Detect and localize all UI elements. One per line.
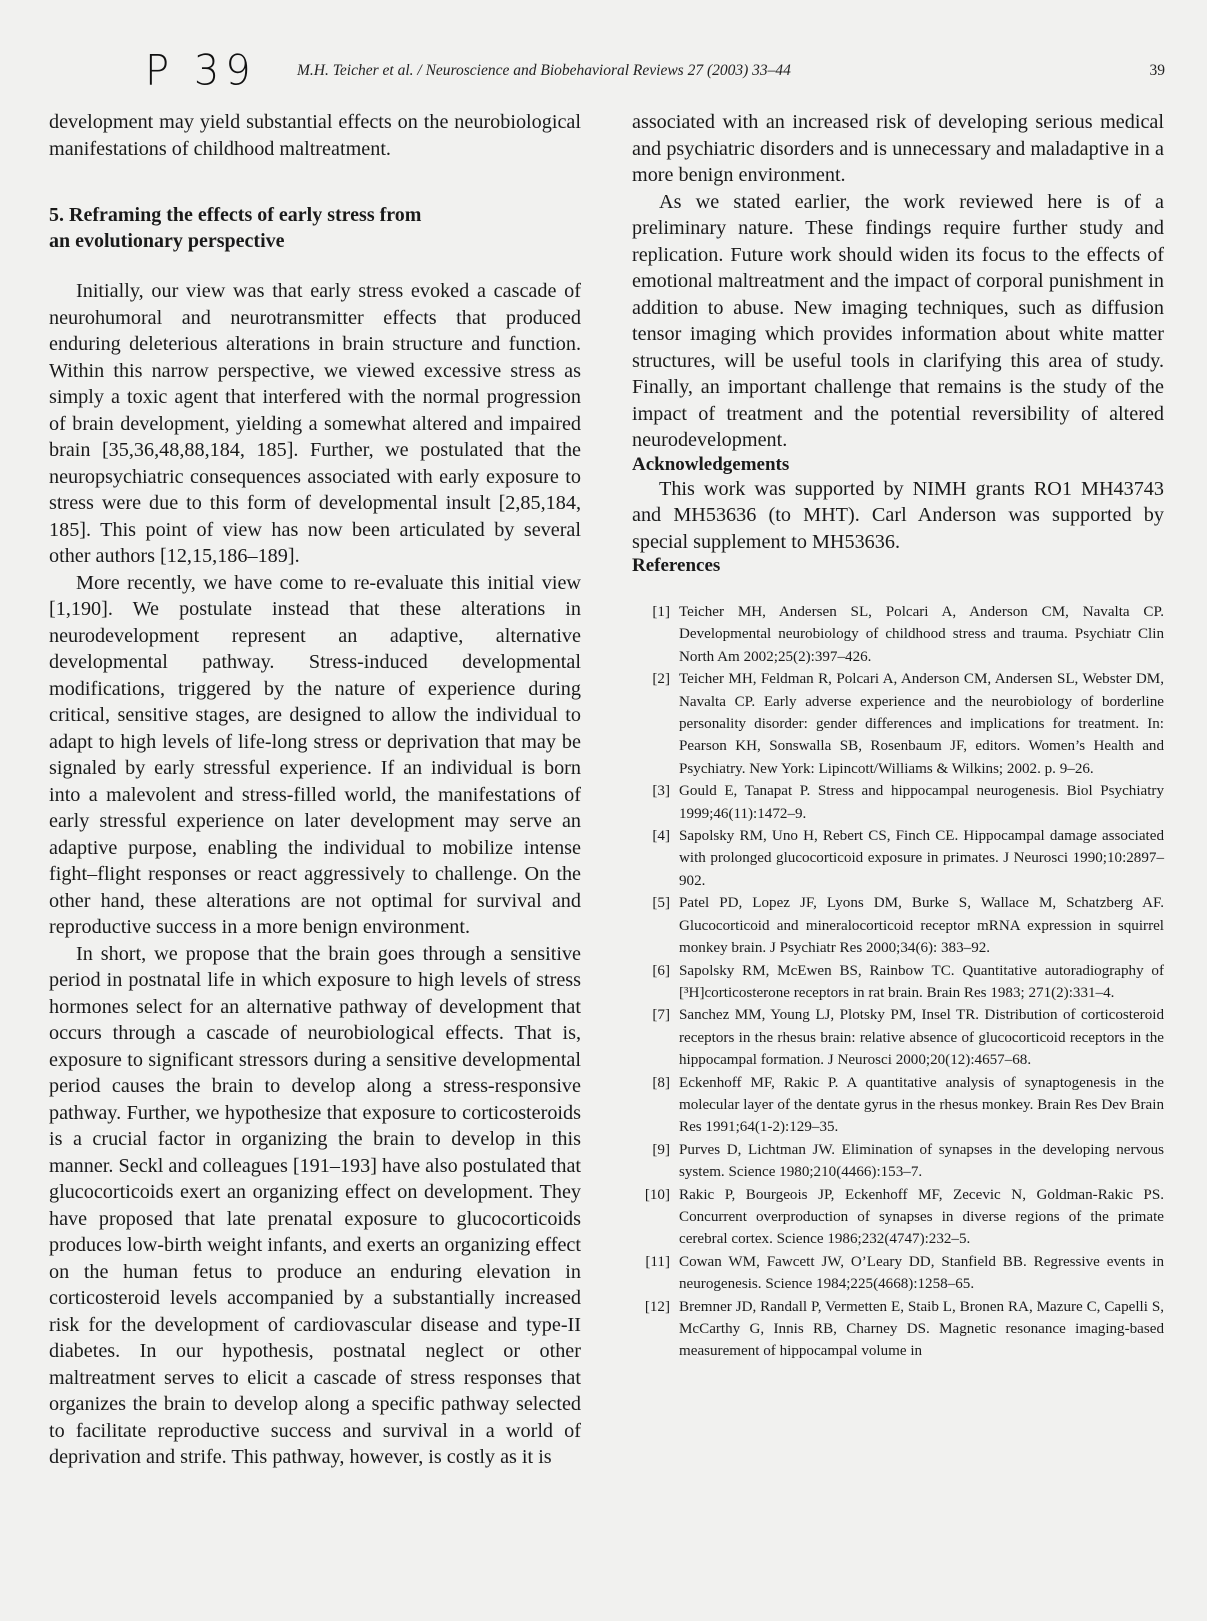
reference-item <box>632 1139 1164 1184</box>
reference-text: Sapolsky RM, McEwen BS, Rainbow TC. Quantitative autoradiography of [³H]corticosterone receptors in rat brain. Brain Res 1983; 271(2):331–4. <box>679 962 1164 1001</box>
reference-list <box>632 601 1164 1363</box>
references-heading: References <box>632 555 721 576</box>
paragraph: In short, we propose that the brain goes through a sensitive period in postnatal life in which exposure to high levels of stress hormones select for an alternative pathway of development that occurs through a cascade of neurobiological effects. That is, exposure to significant stressors during a sensitive developmental period causes the brain to develop along a stress-responsive pathway. Further, we hypothesize that exposure to corticosteroids is a crucial factor in organizing the brain to develop in this manner. Seckl and colleagues [191–193] have also postulated that glucocorticoids exert an organizing effect on development. They have proposed that late prenatal exposure to glucocorticoids produces low-birth weight infants, and exerts an organizing effect on the human fetus to produce an enduring elevation in corticosteroid levels accompanied by a substantially increased risk for the development of cardiovascular disease and type-II diabetes. In our hypothesis, postnatal neglect or other maltreatment serves to elicit a cascade of stress responses that organizes the brain to develop along a specific pathway selected to facilitate reproductive success and survival in a world of deprivation and strife. This pathway, however, is costly as it is <box>49 942 582 1468</box>
reference-text: Bremner JD, Randall P, Vermetten E, Staib L, Bronen RA, Mazure C, Capelli S, McCarthy G, Innis RB, Charney DS. Magnetic resonance imaging-based measurement of hippocampal volume in <box>679 1298 1164 1360</box>
reference-text: Cowan WM, Fawcett JW, O’Leary DD, Stanfield BB. Regressive events in neurogenesis. Science 1984;225(4668):1258–65. <box>679 1253 1164 1293</box>
reference-text: Rakic P, Bourgeois JP, Eckenhoff MF, Zecevic N, Goldman-Rakic PS. Concurrent overproduction of synapses in diverse regions of the primate cerebral cortex. Science 1986;232(4747):232–5. <box>679 1186 1164 1248</box>
reference-text: Purves D, Lichtman JW. Elimination of synapses in the developing nervous system. Science 1980;210(4466):153–7. <box>679 1141 1164 1181</box>
section-heading-line2: an evolutionary perspective <box>49 230 285 252</box>
reference-item <box>632 960 1164 1005</box>
reference-text: Eckenhoff MF, Rakic P. A quantitative analysis of synaptogenesis in the molecular layer of the dentate gyrus in the rhesus monkey. Brain Res Dev Brain Res 1991;64(1-2):129–35. <box>679 1074 1164 1136</box>
reference-text: Teicher MH, Feldman R, Polcari A, Anderson CM, Andersen SL, Webster DM, Navalta CP. Early adverse experience and the neurobiology of borderline personality disorder: gender differences and implications for treatment. In: Pearson KH, Sonswalla SB, Rosenbaum JF, editors. Women’s Health and Psychiatry. New York: Lipincott/Williams & Wilkins; 2002. p. 9–26. <box>679 671 1164 777</box>
reference-number: [6] <box>652 962 670 979</box>
reference-item <box>632 601 1164 668</box>
paragraph: Initially, our view was that early stress evoked a cascade of neurohumoral and neurotransmitter effects that produced enduring deleterious alterations in brain structure and function. Within this narrow perspective, we viewed excessive stress as simply a toxic agent that interfered with the normal progression of brain development, yielding a somewhat altered and impaired brain [35,36,48,88,184, 185]. Further, we postulated that the neuropsychiatric consequences associated with early exposure to stress were due to this form of developmental insult [2,85,184, 185]. This point of view has now been articulated by several other authors [12,15,186–189]. <box>49 280 581 567</box>
reference-number: [2] <box>652 671 670 688</box>
paragraph: As we stated earlier, the work reviewed here is of a preliminary nature. These findings require further study and replication. Future work should widen its focus to the effects of emotional maltreatment and the impact of corporal punishment in addition to abuse. New imaging techniques, such as diffusion tensor imaging which provides information about white matter structures, will be useful tools in clarifying this area of study. Finally, an important challenge that remains is the study of the impact of treatment and the potential reversibility of altered neurodevelopment. <box>632 190 1164 451</box>
reference-text: Gould E, Tanapat P. Stress and hippocampal neurogenesis. Biol Psychiatry 1999;46(11):1472–9. <box>679 783 1164 822</box>
reference-text: Teicher MH, Andersen SL, Polcari A, Anderson CM, Navalta CP. Developmental neurobiology of childhood stress and trauma. Psychiatr Clin North Am 2002;25(2):397–426. <box>679 604 1164 665</box>
paragraph: More recently, we have come to re-evaluate this initial view [1,190]. We postulate instead that these alterations in neurodevelopment represent an adaptive, alternative developmental pathway. Stress-induced developmental modifications, triggered by the nature of experience during critical, sensitive stages, are designed to allow the individual to adapt to high levels of life-long stress or deprivation that may be signaled by early stressful experience. If an individual is born into a malevolent and stress-filled world, the manifestations of early stressful experience on later development may serve an adaptive purpose, enabling the individual to mobilize intense fight–flight responses or react aggressively to challenge. On the other hand, these alterations are not optimal for survival and reproductive success in a more benign environment. <box>49 571 581 938</box>
continuation-text: associated with an increased risk of developing serious medical and psychiatric disorders and is unnecessary and maladaptive in a more benign environment. <box>632 111 1164 186</box>
right-column <box>632 109 1164 1363</box>
acknowledgements-heading: Acknowledgements <box>632 453 790 475</box>
continuation-text: development may yield substantial effects on the neurobiological manifestations of childhood maltreatment. <box>49 111 581 160</box>
reference-item <box>632 892 1164 959</box>
reference-item <box>632 1184 1164 1251</box>
running-head: M.H. Teicher et al. / Neuroscience and Biobehavioral Reviews 27 (2003) 33–44 <box>297 62 791 79</box>
reference-number: [7] <box>652 1007 670 1024</box>
left-column <box>49 109 581 1471</box>
reference-text: Sanchez MM, Young LJ, Plotsky PM, Insel TR. Distribution of corticosteroid receptors in the rhesus brain: relative absence of glucocorticoid receptors in the hippocampal formation. J Neurosci 2000;20(12):4657–68. <box>679 1007 1164 1069</box>
reference-item <box>632 1004 1164 1071</box>
reference-text: Patel PD, Lopez JF, Lyons DM, Burke S, Wallace M, Schatzberg AF. Glucocorticoid and mineralocorticoid receptor mRNA expression in squirrel monkey brain. J Psychiatr Res 2000;34(6): 383–92. <box>679 895 1164 957</box>
page-number: 39 <box>1149 62 1165 79</box>
reference-number: [4] <box>652 828 670 845</box>
reference-item <box>632 825 1164 892</box>
reference-number: [8] <box>652 1074 670 1091</box>
reference-item <box>632 780 1164 825</box>
reference-number: [11] <box>645 1253 670 1270</box>
handwritten-page-mark: P 39 <box>145 46 257 96</box>
section-heading <box>49 202 581 254</box>
reference-text: Sapolsky RM, Uno H, Rebert CS, Finch CE. Hippocampal damage associated with prolonged glucocorticoid exposure in primates. J Neurosci 1990;10:2897–902. <box>679 828 1164 889</box>
reference-number: [3] <box>652 783 670 800</box>
reference-number: [5] <box>652 895 670 912</box>
reference-item <box>632 1296 1164 1363</box>
reference-number: [1] <box>652 604 670 620</box>
section-heading-line1: 5. Reframing the effects of early stress from <box>49 204 422 226</box>
reference-item <box>632 1251 1164 1296</box>
reference-number: [10] <box>644 1186 670 1203</box>
acknowledgements-text: This work was supported by NIMH grants RO1 MH43743 and MH53636 (to MHT). Carl Anderson was supported by special supplement to MH53636. <box>632 477 1164 553</box>
reference-number: [12] <box>644 1298 670 1315</box>
reference-number: [9] <box>652 1141 670 1158</box>
reference-item <box>632 1072 1164 1139</box>
reference-item <box>632 668 1164 780</box>
